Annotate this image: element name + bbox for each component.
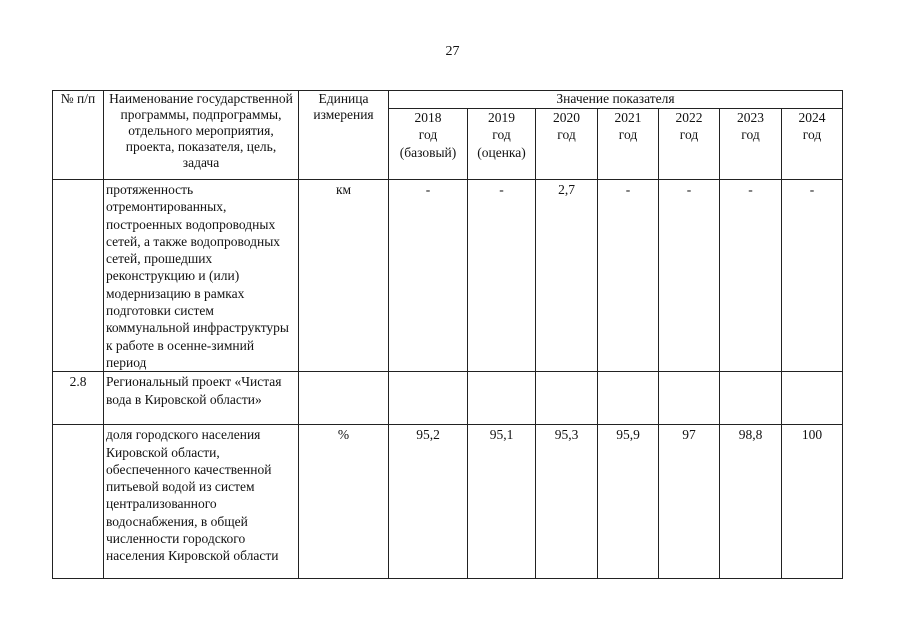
row-value-2022: 97 (659, 425, 720, 579)
row-value-2020: 2,7 (536, 180, 598, 372)
header-unit: Единица измерения (299, 91, 389, 180)
row-value-2019: 95,1 (468, 425, 536, 579)
row-name: доля городского населения Кировской области, обеспеченного качественной питьевой водой из систем централизованного водоснабжения, в общей численности городского населения Кировской области (104, 425, 299, 579)
table-row (53, 425, 843, 579)
header-year-2018 (389, 109, 468, 180)
row-value-2018: 95,2 (389, 425, 468, 579)
year-number: 2018 (414, 110, 442, 125)
row-value-2020: 95,3 (536, 425, 598, 579)
year-label: год (741, 127, 760, 143)
row-value-2023: - (720, 180, 782, 372)
row-value-2024 (782, 372, 843, 425)
header-year-2020 (536, 109, 598, 180)
table-header-row (53, 91, 843, 109)
row-unit (299, 372, 389, 425)
row-name: Региональный проект «Чистая вода в Кировской области» (104, 372, 299, 425)
header-year-2024 (782, 109, 843, 180)
row-num (53, 425, 104, 579)
row-value-2019: - (468, 180, 536, 372)
row-value-2018: - (389, 180, 468, 372)
indicator-table (52, 90, 843, 579)
year-number: 2019 (488, 110, 515, 125)
year-label: год (418, 127, 438, 143)
row-unit: % (299, 425, 389, 579)
year-number: 2023 (737, 110, 764, 125)
row-name: протяженность отремонтированных, построенных водопроводных сетей, а также водопроводных сетей, прошедших реконструкцию и (или) модернизацию в рамках подготовки систем коммунальной инфраструктуры к работе в осенне-зимний период (104, 180, 299, 372)
row-num (53, 180, 104, 372)
row-value-2019 (468, 372, 536, 425)
page-number: 27 (445, 44, 460, 59)
header-name: Наименование государственной программы, подпрограммы, отдельного мероприятия, проекта, показателя, цель, задача (104, 91, 299, 180)
row-value-2021 (598, 372, 659, 425)
year-note: (базовый) (399, 144, 457, 160)
year-label: год (492, 127, 511, 143)
header-year-2022 (659, 109, 720, 180)
header-value-group: Значение показателя (389, 91, 843, 109)
row-value-2022 (659, 372, 720, 425)
year-label: год (802, 127, 822, 143)
row-value-2021: 95,9 (598, 425, 659, 579)
header-year-2023 (720, 109, 782, 180)
row-value-2020 (536, 372, 598, 425)
year-note: (оценка) (477, 144, 526, 160)
row-value-2021: - (598, 180, 659, 372)
row-value-2023 (720, 372, 782, 425)
header-year-2019 (468, 109, 536, 180)
year-number: 2021 (614, 110, 642, 125)
year-label: год (618, 127, 638, 143)
row-value-2024: - (782, 180, 843, 372)
header-year-2021 (598, 109, 659, 180)
year-number: 2024 (798, 110, 826, 125)
row-unit: км (299, 180, 389, 372)
header-num: № п/п (53, 91, 104, 180)
year-number: 2022 (675, 110, 703, 125)
row-num: 2.8 (53, 372, 104, 425)
row-value-2022: - (659, 180, 720, 372)
year-label: год (679, 127, 699, 143)
table-row (53, 180, 843, 372)
row-value-2018 (389, 372, 468, 425)
row-value-2023: 98,8 (720, 425, 782, 579)
table-row (53, 372, 843, 425)
year-label: год (557, 127, 576, 143)
row-value-2024: 100 (782, 425, 843, 579)
year-number: 2020 (553, 110, 580, 125)
